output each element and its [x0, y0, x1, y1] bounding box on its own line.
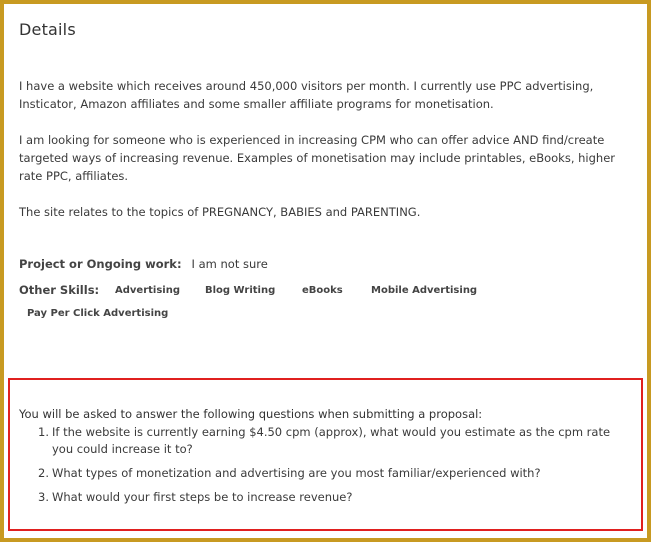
proposal-question	[38, 424, 628, 458]
question-text: What would your first steps be to increase revenue?	[52, 490, 353, 504]
proposal-questions-box	[8, 378, 643, 531]
question-number: 1.	[38, 425, 49, 439]
skill-tag-mobile-advertising[interactable]: Mobile Advertising	[371, 285, 478, 296]
skill-tag-ebooks[interactable]: eBooks	[302, 285, 343, 296]
proposal-questions-intro: You will be asked to answer the following questions when submitting a proposal:	[19, 407, 483, 421]
question-number: 3.	[38, 490, 49, 504]
description-paragraph: The site relates to the topics of PREGNANCY, BABIES and PARENTING.	[19, 205, 421, 219]
proposal-questions-list	[38, 424, 628, 513]
proposal-question	[38, 465, 628, 482]
proposal-question	[38, 489, 628, 506]
description-paragraph: I have a website which receives around 450,000 visitors per month. I currently use PPC advertising, Insticator, Amazon affiliates and some smaller affiliate programs for monetisation.	[19, 79, 594, 111]
project-type-label: Project or Ongoing work:	[19, 257, 182, 271]
question-number: 2.	[38, 466, 49, 480]
question-text: What types of monetization and advertising are you most familiar/experienced with?	[52, 466, 541, 480]
skill-tag-advertising[interactable]: Advertising	[115, 285, 180, 296]
skill-tag-pay-per-click-advertising[interactable]: Pay Per Click Advertising	[27, 308, 169, 319]
project-type-value: I am not sure	[191, 257, 268, 271]
details-title: Details	[19, 20, 76, 39]
other-skills-label: Other Skills:	[19, 283, 100, 297]
project-type-row	[19, 257, 268, 271]
skill-tag-blog-writing[interactable]: Blog Writing	[205, 285, 276, 296]
question-text: If the website is currently earning $4.50 cpm (approx), what would you estimate as the cpm rate you could increase it to?	[52, 425, 611, 456]
description-paragraph: I am looking for someone who is experienced in increasing CPM who can offer advice AND find/create targeted ways of increasing revenue. Examples of monetisation may include printables, eBooks, higher rate PPC, affiliates.	[19, 133, 616, 183]
